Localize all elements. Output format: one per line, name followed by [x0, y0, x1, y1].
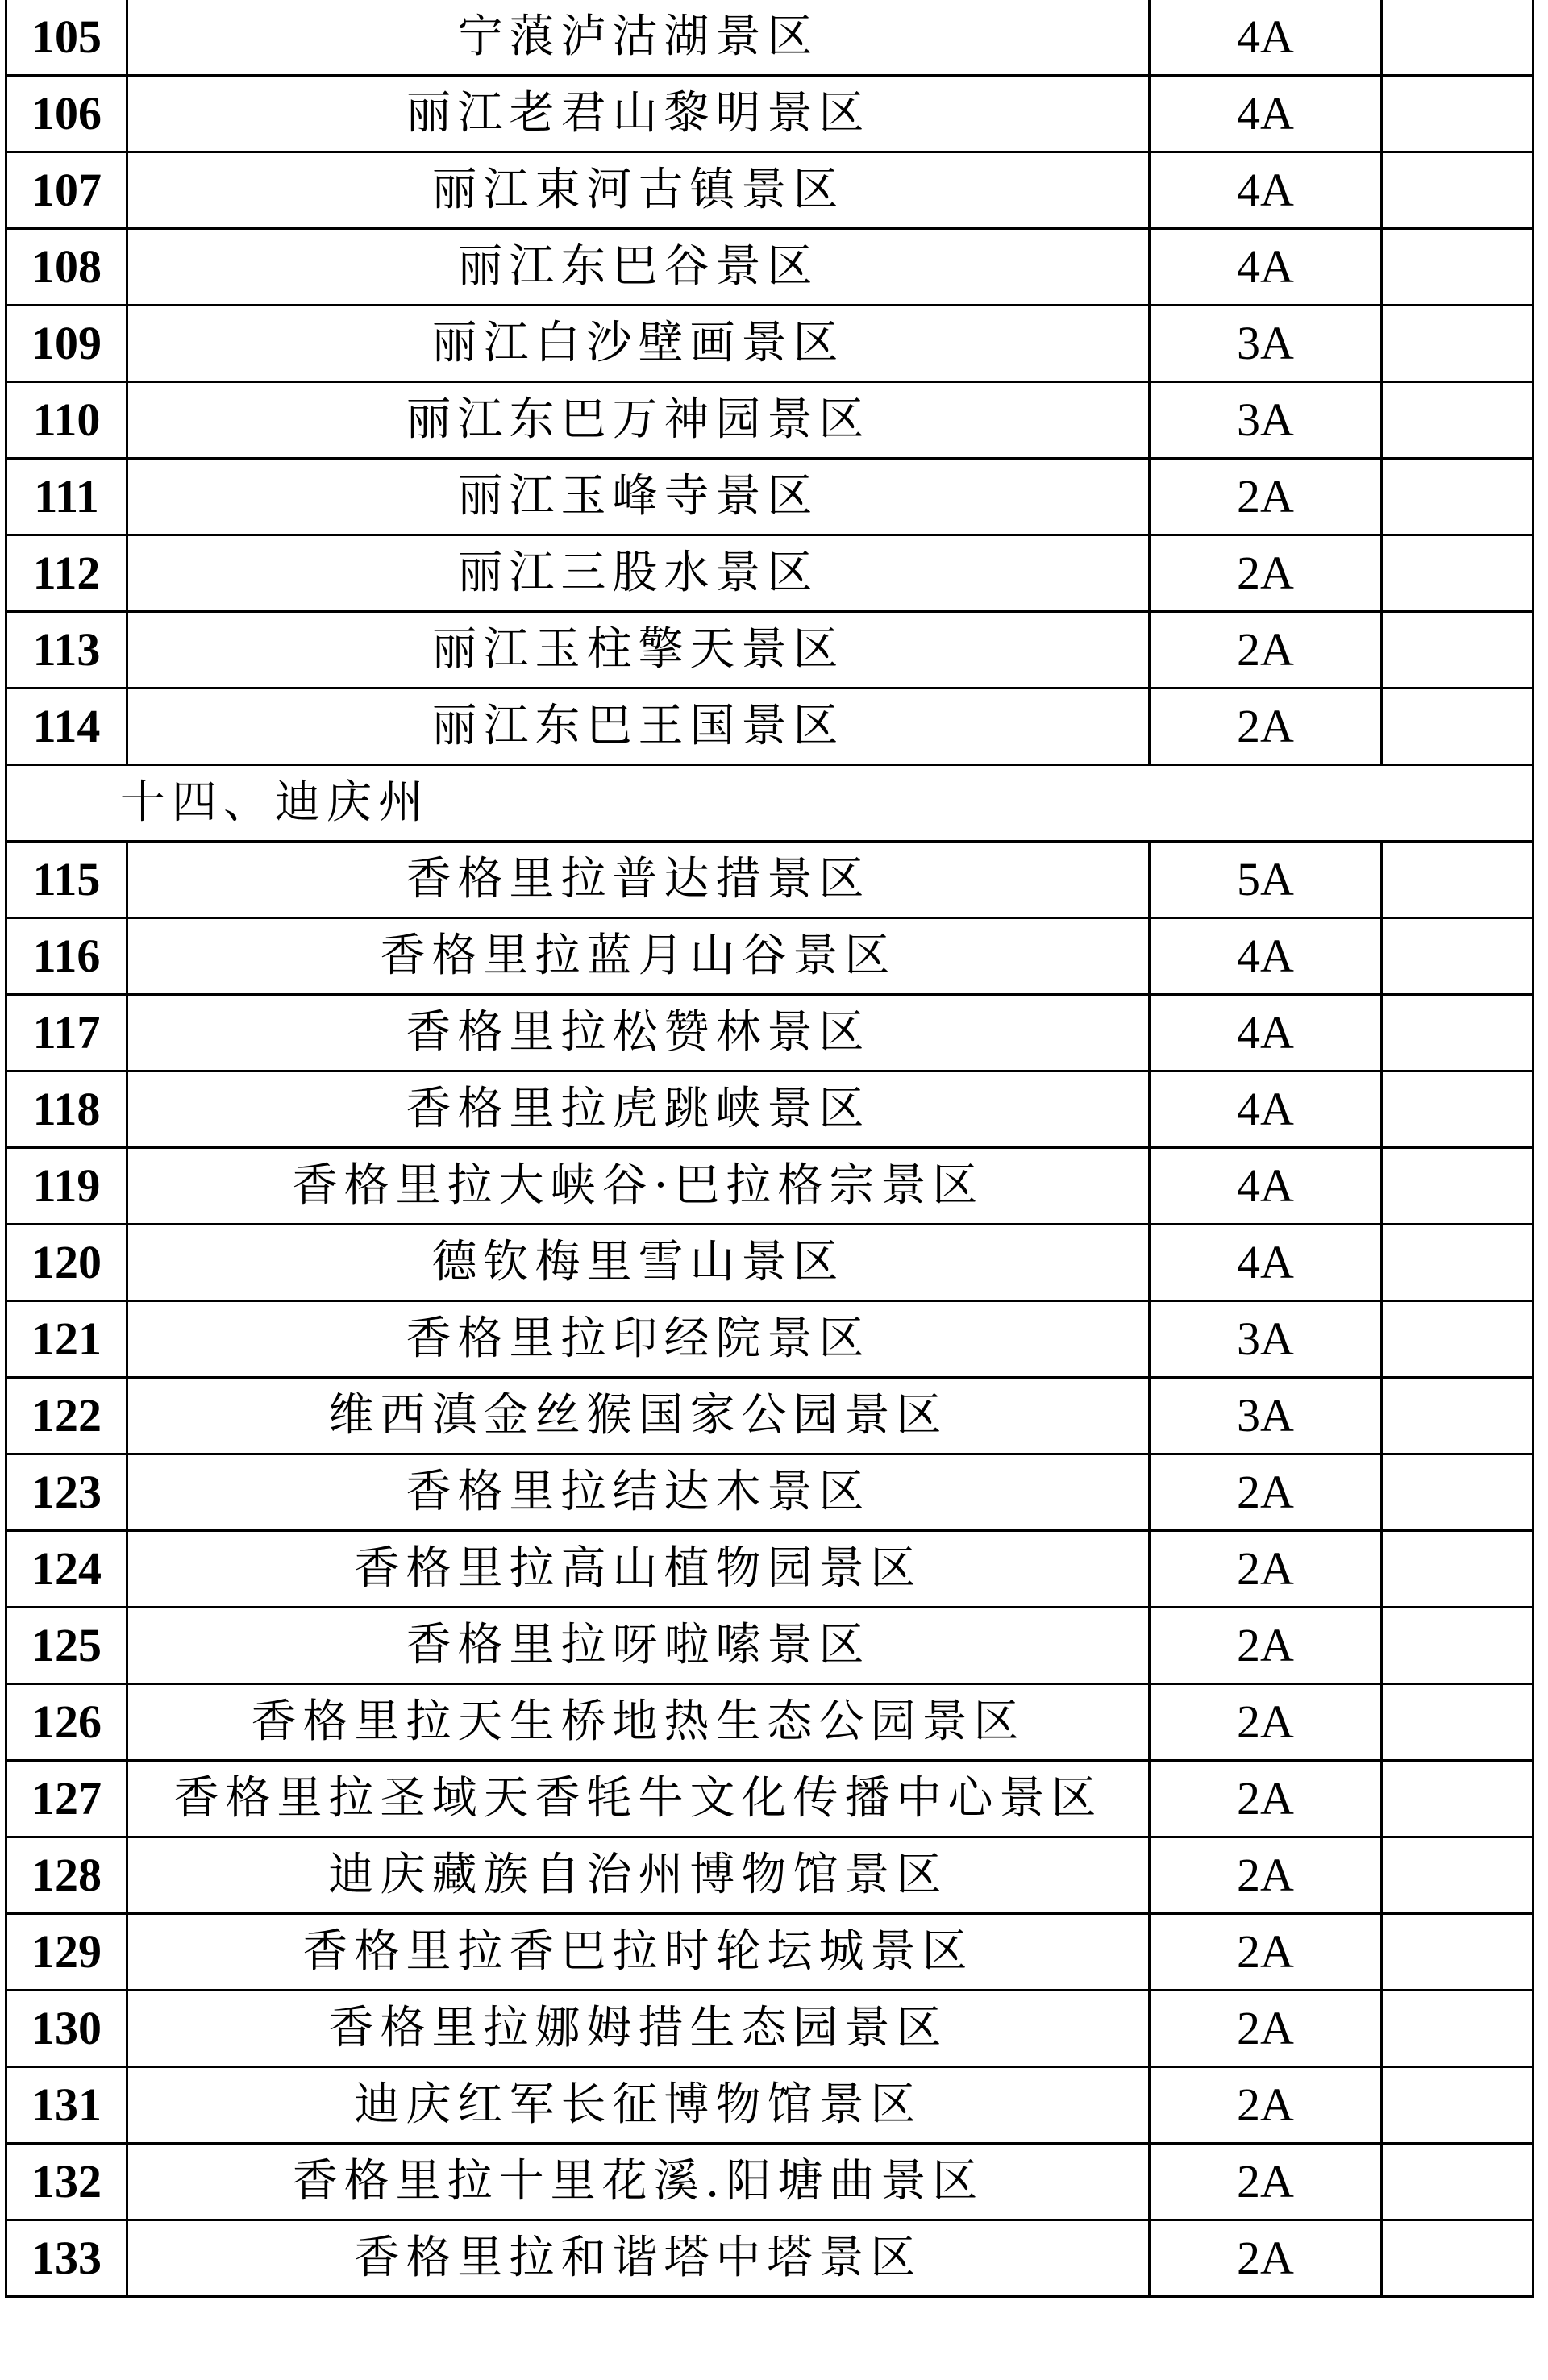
empty-cell — [1382, 689, 1533, 765]
empty-cell — [1382, 1761, 1533, 1837]
empty-cell — [1382, 382, 1533, 459]
table-row — [6, 2144, 1533, 2220]
row-number-cell: 118 — [6, 1071, 127, 1148]
table-row — [6, 1071, 1533, 1148]
table-row — [6, 689, 1533, 765]
grade-cell: 2A — [1150, 1991, 1382, 2067]
empty-cell — [1382, 842, 1533, 918]
table-row — [6, 1914, 1533, 1991]
scenic-area-name-cell: 迪庆藏族自治州博物馆景区 — [127, 1837, 1150, 1914]
table-row — [6, 1225, 1533, 1301]
grade-cell: 3A — [1150, 1301, 1382, 1378]
scenic-area-name-cell: 香格里拉娜姆措生态园景区 — [127, 1991, 1150, 2067]
scenic-area-name-cell: 丽江三股水景区 — [127, 535, 1150, 612]
row-number-cell: 114 — [6, 689, 127, 765]
grade-cell: 4A — [1150, 229, 1382, 306]
empty-cell — [1382, 2220, 1533, 2297]
grade-cell: 3A — [1150, 1378, 1382, 1454]
table-row — [6, 76, 1533, 152]
row-number-cell: 110 — [6, 382, 127, 459]
table-row — [6, 1684, 1533, 1761]
row-number-cell: 120 — [6, 1225, 127, 1301]
row-number-cell: 106 — [6, 76, 127, 152]
grade-cell: 3A — [1150, 306, 1382, 382]
empty-cell — [1382, 612, 1533, 689]
scenic-area-name-cell: 德钦梅里雪山景区 — [127, 1225, 1150, 1301]
grade-cell: 2A — [1150, 1531, 1382, 1608]
row-number-cell: 130 — [6, 1991, 127, 2067]
grade-cell: 2A — [1150, 459, 1382, 535]
empty-cell — [1382, 1378, 1533, 1454]
grade-cell: 2A — [1150, 1914, 1382, 1991]
row-number-cell: 133 — [6, 2220, 127, 2297]
table-row — [6, 1301, 1533, 1378]
table-row — [6, 306, 1533, 382]
empty-cell — [1382, 1991, 1533, 2067]
row-number-cell: 132 — [6, 2144, 127, 2220]
scenic-area-name-cell: 香格里拉香巴拉时轮坛城景区 — [127, 1914, 1150, 1991]
scenic-area-name-cell: 丽江东巴谷景区 — [127, 229, 1150, 306]
scenic-area-name-cell: 香格里拉普达措景区 — [127, 842, 1150, 918]
table-row — [6, 2067, 1533, 2144]
grade-cell: 4A — [1150, 995, 1382, 1071]
table-row — [6, 995, 1533, 1071]
grade-cell: 2A — [1150, 2067, 1382, 2144]
empty-cell — [1382, 1608, 1533, 1684]
scenic-area-name-cell: 香格里拉松赞林景区 — [127, 995, 1150, 1071]
scenic-area-name-cell: 丽江东巴王国景区 — [127, 689, 1150, 765]
empty-cell — [1382, 1454, 1533, 1531]
table-row — [6, 1991, 1533, 2067]
table-row — [6, 459, 1533, 535]
scenic-area-name-cell: 香格里拉结达木景区 — [127, 1454, 1150, 1531]
table-row — [6, 2220, 1533, 2297]
empty-cell — [1382, 1531, 1533, 1608]
table-row — [6, 612, 1533, 689]
section-title: 十四、迪庆州 — [6, 765, 1533, 842]
grade-cell: 2A — [1150, 612, 1382, 689]
empty-cell — [1382, 1301, 1533, 1378]
grade-cell: 4A — [1150, 918, 1382, 995]
row-number-cell: 105 — [6, 0, 127, 76]
grade-cell: 4A — [1150, 76, 1382, 152]
scenic-area-name-cell: 丽江玉柱擎天景区 — [127, 612, 1150, 689]
table-row — [6, 535, 1533, 612]
table-body — [6, 0, 1533, 2297]
row-number-cell: 111 — [6, 459, 127, 535]
scenic-area-name-cell: 宁蒗泸沽湖景区 — [127, 0, 1150, 76]
scenic-area-name-cell: 香格里拉十里花溪.阳塘曲景区 — [127, 2144, 1150, 2220]
empty-cell — [1382, 1837, 1533, 1914]
grade-cell: 2A — [1150, 535, 1382, 612]
table-row — [6, 382, 1533, 459]
grade-cell: 4A — [1150, 1071, 1382, 1148]
row-number-cell: 107 — [6, 152, 127, 229]
scenic-area-name-cell: 香格里拉天生桥地热生态公园景区 — [127, 1684, 1150, 1761]
table-row — [6, 1837, 1533, 1914]
row-number-cell: 116 — [6, 918, 127, 995]
grade-cell: 4A — [1150, 1148, 1382, 1225]
grade-cell: 2A — [1150, 1684, 1382, 1761]
grade-cell: 5A — [1150, 842, 1382, 918]
scenic-area-name-cell: 香格里拉高山植物园景区 — [127, 1531, 1150, 1608]
grade-cell: 2A — [1150, 2144, 1382, 2220]
table-row — [6, 0, 1533, 76]
empty-cell — [1382, 1071, 1533, 1148]
scenic-area-name-cell: 丽江束河古镇景区 — [127, 152, 1150, 229]
table-row — [6, 842, 1533, 918]
scenic-area-name-cell: 丽江玉峰寺景区 — [127, 459, 1150, 535]
empty-cell — [1382, 229, 1533, 306]
table-row — [6, 152, 1533, 229]
scenic-area-name-cell: 丽江东巴万神园景区 — [127, 382, 1150, 459]
section-header-row — [6, 765, 1533, 842]
scenic-area-table — [5, 0, 1534, 2298]
scenic-area-name-cell: 香格里拉圣域天香牦牛文化传播中心景区 — [127, 1761, 1150, 1837]
scenic-area-name-cell: 丽江老君山黎明景区 — [127, 76, 1150, 152]
empty-cell — [1382, 995, 1533, 1071]
empty-cell — [1382, 76, 1533, 152]
row-number-cell: 125 — [6, 1608, 127, 1684]
empty-cell — [1382, 152, 1533, 229]
row-number-cell: 115 — [6, 842, 127, 918]
empty-cell — [1382, 1684, 1533, 1761]
grade-cell: 3A — [1150, 382, 1382, 459]
scenic-area-name-cell: 香格里拉虎跳峡景区 — [127, 1071, 1150, 1148]
table-row — [6, 1761, 1533, 1837]
row-number-cell: 113 — [6, 612, 127, 689]
empty-cell — [1382, 306, 1533, 382]
scenic-area-name-cell: 香格里拉和谐塔中塔景区 — [127, 2220, 1150, 2297]
row-number-cell: 126 — [6, 1684, 127, 1761]
row-number-cell: 122 — [6, 1378, 127, 1454]
table-row — [6, 1608, 1533, 1684]
table-row — [6, 1454, 1533, 1531]
empty-cell — [1382, 918, 1533, 995]
empty-cell — [1382, 535, 1533, 612]
empty-cell — [1382, 1225, 1533, 1301]
scenic-area-name-cell: 香格里拉呀啦嗦景区 — [127, 1608, 1150, 1684]
empty-cell — [1382, 1148, 1533, 1225]
grade-cell: 2A — [1150, 689, 1382, 765]
grade-cell: 4A — [1150, 1225, 1382, 1301]
empty-cell — [1382, 2067, 1533, 2144]
scenic-area-name-cell: 香格里拉蓝月山谷景区 — [127, 918, 1150, 995]
row-number-cell: 109 — [6, 306, 127, 382]
row-number-cell: 127 — [6, 1761, 127, 1837]
grade-cell: 4A — [1150, 152, 1382, 229]
row-number-cell: 121 — [6, 1301, 127, 1378]
row-number-cell: 131 — [6, 2067, 127, 2144]
scenic-area-name-cell: 香格里拉印经院景区 — [127, 1301, 1150, 1378]
table-row — [6, 229, 1533, 306]
scenic-area-name-cell: 香格里拉大峡谷·巴拉格宗景区 — [127, 1148, 1150, 1225]
scenic-area-name-cell: 丽江白沙壁画景区 — [127, 306, 1150, 382]
row-number-cell: 112 — [6, 535, 127, 612]
grade-cell: 2A — [1150, 1761, 1382, 1837]
table-row — [6, 1531, 1533, 1608]
table-row — [6, 1378, 1533, 1454]
table-row — [6, 918, 1533, 995]
empty-cell — [1382, 459, 1533, 535]
row-number-cell: 117 — [6, 995, 127, 1071]
empty-cell — [1382, 0, 1533, 76]
row-number-cell: 124 — [6, 1531, 127, 1608]
row-number-cell: 129 — [6, 1914, 127, 1991]
scenic-area-name-cell: 维西滇金丝猴国家公园景区 — [127, 1378, 1150, 1454]
grade-cell: 4A — [1150, 0, 1382, 76]
row-number-cell: 119 — [6, 1148, 127, 1225]
row-number-cell: 108 — [6, 229, 127, 306]
grade-cell: 2A — [1150, 1837, 1382, 1914]
scenic-area-name-cell: 迪庆红军长征博物馆景区 — [127, 2067, 1150, 2144]
grade-cell: 2A — [1150, 1608, 1382, 1684]
empty-cell — [1382, 2144, 1533, 2220]
empty-cell — [1382, 1914, 1533, 1991]
table-row — [6, 1148, 1533, 1225]
grade-cell: 2A — [1150, 2220, 1382, 2297]
grade-cell: 2A — [1150, 1454, 1382, 1531]
row-number-cell: 123 — [6, 1454, 127, 1531]
row-number-cell: 128 — [6, 1837, 127, 1914]
